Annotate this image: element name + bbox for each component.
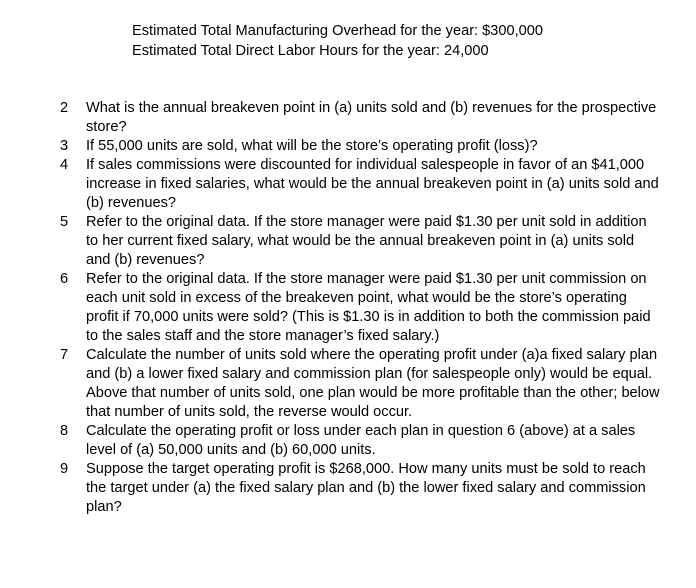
question-item — [60, 99, 660, 137]
question-item — [60, 346, 660, 422]
question-text: Refer to the original data. If the store manager were paid $1.30 per unit commission on each unit sold in excess of the breakeven point, what would be the store’s operating profit if 70,000 units were sold? (This is $1.30 is in addition to both the commission paid to the sales staff and the store manager’s fixed salary.) — [86, 271, 651, 344]
question-text: If 55,000 units are sold, what will be the store’s operating profit (loss)? — [86, 138, 538, 154]
direct-labor-hours-line: Estimated Total Direct Labor Hours for the year: 24,000 — [132, 43, 489, 59]
question-text: Refer to the original data. If the store manager were paid $1.30 per unit sold in addition to her current fixed salary, what would be the annual breakeven point in (a) units sold and (b) revenues? — [86, 214, 647, 268]
question-text: Calculate the number of units sold where the operating profit under (a)a fixed salary plan and (b) a lower fixed salary and commission plan (for salespeople only) would be equal. Above that number of units sold, one plan would be more profitable than the other; below that number of units sold, the reverse would occur. — [86, 347, 660, 420]
question-number: 9 — [60, 461, 69, 477]
question-number: 6 — [60, 271, 69, 287]
question-number: 7 — [60, 347, 69, 363]
question-text: Calculate the operating profit or loss under each plan in question 6 (above) at a sales level of (a) 50,000 units and (b) 60,000 units. — [86, 423, 636, 458]
question-item — [60, 270, 660, 346]
question-number: 8 — [60, 423, 69, 439]
question-text: What is the annual breakeven point in (a) units sold and (b) revenues for the prospective store? — [86, 100, 657, 135]
manufacturing-overhead-line: Estimated Total Manufacturing Overhead for the year: $300,000 — [132, 23, 544, 39]
question-number: 2 — [60, 100, 69, 116]
overhead-header — [132, 21, 672, 61]
question-number: 3 — [60, 138, 69, 154]
question-item — [60, 156, 660, 213]
question-text: If sales commissions were discounted for individual salespeople in favor of an $41,000 increase in fixed salaries, what would be the annual breakeven point in (a) units sold and (b) revenues? — [86, 157, 659, 211]
question-number: 4 — [60, 157, 69, 173]
question-item — [60, 213, 660, 270]
question-number: 5 — [60, 214, 69, 230]
question-item — [60, 460, 660, 517]
question-text: Suppose the target operating profit is $268,000. How many units must be sold to reach the target under (a) the fixed salary plan and (b) the lower fixed salary and commission plan? — [86, 461, 646, 515]
question-item — [60, 422, 660, 460]
question-item — [60, 137, 660, 156]
question-list — [60, 99, 660, 517]
